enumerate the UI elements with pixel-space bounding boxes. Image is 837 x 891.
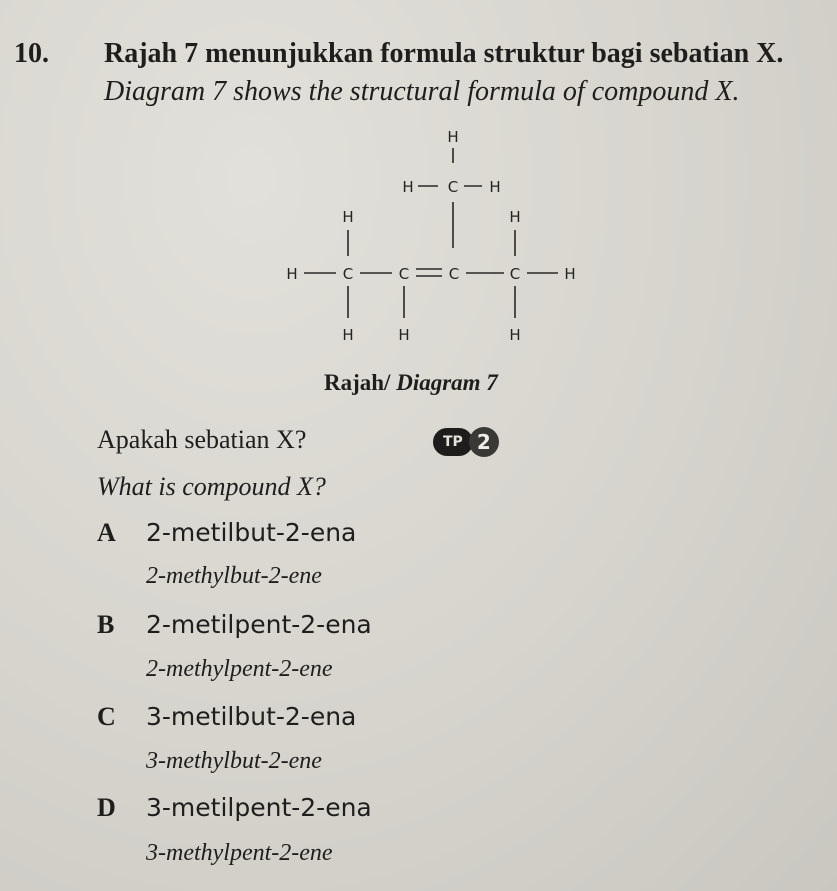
option-a-malay[interactable]: 2-metilbut-2-ena: [146, 518, 357, 547]
atom-h-c1-top: H: [342, 208, 354, 226]
question-stem-english: Diagram 7 shows the structural formula of compound X.: [104, 76, 740, 107]
option-c-malay[interactable]: 3-metilbut-2-ena: [146, 702, 357, 731]
atom-h-c4-top: H: [509, 208, 521, 226]
option-a-english[interactable]: 2-methylbut-2-ene: [146, 563, 322, 589]
atom-c1: C: [342, 265, 354, 283]
atom-c-methyl: C: [447, 178, 459, 196]
option-a-letter[interactable]: A: [97, 518, 116, 547]
option-b-letter[interactable]: B: [97, 610, 115, 639]
option-d-malay[interactable]: 3-metilpent-2-ena: [146, 793, 372, 822]
option-b-malay[interactable]: 2-metilpent-2-ena: [146, 610, 372, 639]
prompt-english: What is compound X?: [97, 472, 326, 501]
option-c-letter[interactable]: C: [97, 702, 116, 731]
tp-level-number: 2: [469, 427, 499, 457]
question-number: 10.: [14, 38, 49, 69]
atom-h-methyl-right: H: [489, 178, 501, 196]
atom-h-c4-bottom: H: [509, 326, 521, 344]
option-d-english[interactable]: 3-methylpent-2-ene: [146, 840, 333, 866]
atom-h-c1-bottom: H: [342, 326, 354, 344]
atom-c2: C: [398, 265, 410, 283]
option-d-letter[interactable]: D: [97, 793, 116, 822]
atom-h-right-end: H: [564, 265, 576, 283]
structural-formula-diagram: [270, 118, 590, 358]
atom-c3: C: [448, 265, 460, 283]
caption-malay: Rajah/: [324, 370, 391, 395]
tp-label: TP: [433, 428, 473, 456]
atom-h-methyl-left: H: [402, 178, 414, 196]
tp-level-badge: [433, 427, 499, 457]
question-stem-malay: Rajah 7 menunjukkan formula struktur bagi sebatian X.: [104, 38, 784, 69]
option-b-english[interactable]: 2-methylpent-2-ene: [146, 656, 333, 682]
atom-h-top: H: [447, 128, 459, 146]
atom-c4: C: [509, 265, 521, 283]
diagram-caption: [324, 370, 498, 396]
caption-english: Diagram 7: [396, 370, 498, 395]
prompt-malay: Apakah sebatian X?: [97, 425, 307, 454]
atom-h-c2-bottom: H: [398, 326, 410, 344]
atom-h-left-end: H: [286, 265, 298, 283]
option-c-english[interactable]: 3-methylbut-2-ene: [146, 748, 322, 774]
